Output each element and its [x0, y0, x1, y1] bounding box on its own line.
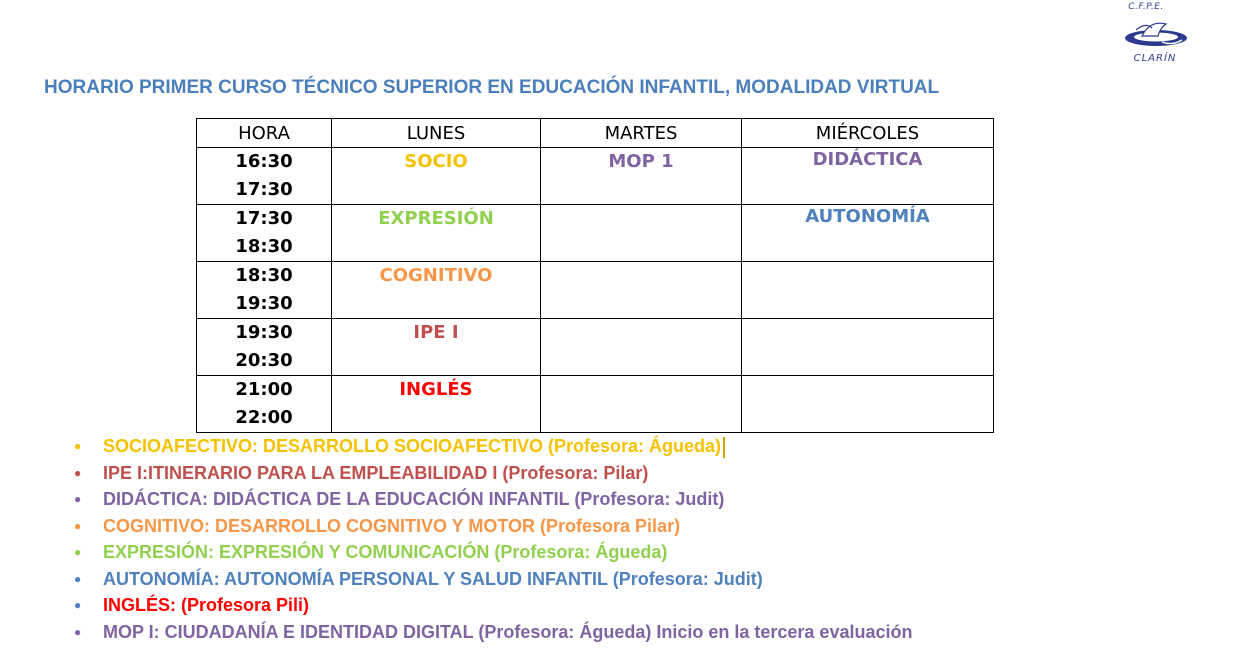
miercoles-cell: [742, 262, 994, 319]
hour-cell: [197, 262, 332, 319]
list-item: [74, 592, 1074, 619]
header-hora: HORA: [197, 119, 332, 148]
table-row: [197, 262, 994, 319]
subject-socio: SOCIO: [404, 151, 468, 172]
hour-cell: [197, 319, 332, 376]
hour-start: 16:30: [235, 151, 293, 172]
list-item: [74, 566, 1074, 593]
subject-mop: MOP 1: [608, 151, 674, 172]
legend-mop: MOP I: CIUDADANÍA E IDENTIDAD DIGITAL (Profesora: Águeda) Inicio en la tercera evaluación: [103, 621, 913, 642]
hour-end: 17:30: [235, 179, 293, 200]
lunes-cell: [332, 319, 541, 376]
header-lunes: LUNES: [332, 119, 541, 148]
legend-didactica: DIDÁCTICA: DIDÁCTICA DE LA EDUCACIÓN INFANTIL (Profesora: Judit): [103, 489, 725, 509]
bullet-icon: ●: [74, 624, 82, 639]
subject-legend: [74, 433, 1074, 645]
bullet-icon: ●: [74, 545, 82, 559]
hour-cell: [197, 205, 332, 262]
subject-cognitivo: COGNITIVO: [379, 265, 493, 286]
hour-end: 18:30: [235, 236, 293, 257]
miercoles-cell: [742, 205, 994, 262]
list-item: [74, 513, 1074, 540]
hour-cell: [197, 148, 332, 205]
subject-expresion: EXPRESIÓN: [378, 208, 494, 229]
table-row: [197, 148, 994, 205]
table-row: [197, 376, 994, 433]
martes-empty: [541, 319, 741, 321]
miercoles-empty: [742, 262, 993, 264]
header-row: [197, 119, 994, 148]
bullet-icon: ●: [74, 518, 82, 533]
martes-cell: [541, 148, 742, 205]
lunes-cell: [332, 205, 541, 262]
text-cursor: [723, 437, 725, 458]
bullet-icon: ●: [74, 571, 82, 586]
martes-cell: [541, 376, 742, 433]
header-miercoles: MIÉRCOLES: [742, 119, 994, 148]
hour-start: 19:30: [235, 322, 293, 343]
hour-end: 20:30: [235, 350, 293, 371]
martes-cell: [541, 319, 742, 376]
hour-start: 21:00: [235, 379, 293, 400]
list-item: [74, 619, 1074, 646]
lunes-cell: [332, 376, 541, 433]
miercoles-empty: [742, 319, 993, 321]
hour-end: 19:30: [235, 293, 293, 314]
logo-name-text: CLARÍN: [1133, 53, 1177, 64]
header-martes: MARTES: [541, 119, 742, 148]
list-item: [74, 460, 1074, 487]
table-row: [197, 319, 994, 376]
bullet-icon: ●: [74, 465, 82, 480]
schedule-table: [196, 118, 994, 433]
martes-empty: [541, 205, 741, 207]
subject-didactica: DIDÁCTICA: [812, 149, 923, 170]
bullet-icon: ●: [74, 439, 82, 453]
logo-emblem-icon: [1122, 16, 1190, 52]
hour-start: 18:30: [235, 265, 293, 286]
subject-ipe: IPE I: [413, 322, 459, 343]
legend-autonomia: AUTONOMÍA: AUTONOMÍA PERSONAL Y SALUD INFANTIL (Profesora: Judit): [103, 568, 763, 589]
list-item: [74, 486, 1074, 513]
hour-cell: [197, 376, 332, 433]
miercoles-empty: [742, 376, 993, 378]
martes-empty: [541, 262, 741, 264]
lunes-cell: [332, 262, 541, 319]
lunes-cell: [332, 148, 541, 205]
legend-cognitivo: COGNITIVO: DESARROLLO COGNITIVO Y MOTOR (Profesora Pilar): [103, 515, 681, 536]
legend-socioafectivo: SOCIOAFECTIVO: DESARROLLO SOCIOAFECTIVO (Profesora: Águeda): [103, 436, 722, 456]
martes-empty: [541, 376, 741, 378]
bullet-icon: ●: [74, 492, 82, 506]
subject-ingles: INGLÉS: [399, 379, 473, 400]
legend-ipe: IPE I:ITINERARIO PARA LA EMPLEABILIDAD I (Profesora: Pilar): [103, 462, 649, 483]
bullet-icon: ●: [74, 598, 82, 612]
miercoles-cell: [742, 148, 994, 205]
clarin-logo: [1118, 2, 1198, 66]
martes-cell: [541, 262, 742, 319]
logo-org-text: C.F.P.E.: [1128, 2, 1164, 12]
martes-cell: [541, 205, 742, 262]
legend-expresion: EXPRESIÓN: EXPRESIÓN Y COMUNICACIÓN (Profesora: Águeda): [103, 542, 668, 562]
hour-end: 22:00: [235, 407, 293, 428]
list-item: [74, 539, 1074, 566]
table-row: [197, 205, 994, 262]
hour-start: 17:30: [235, 208, 293, 229]
legend-ingles: INGLÉS: (Profesora Pili): [103, 595, 310, 615]
miercoles-cell: [742, 376, 994, 433]
subject-autonomia: AUTONOMÍA: [805, 206, 930, 227]
miercoles-cell: [742, 319, 994, 376]
list-item: [74, 433, 1074, 460]
page-title: HORARIO PRIMER CURSO TÉCNICO SUPERIOR EN EDUCACIÓN INFANTIL, MODALIDAD VIRTUAL: [44, 77, 940, 98]
